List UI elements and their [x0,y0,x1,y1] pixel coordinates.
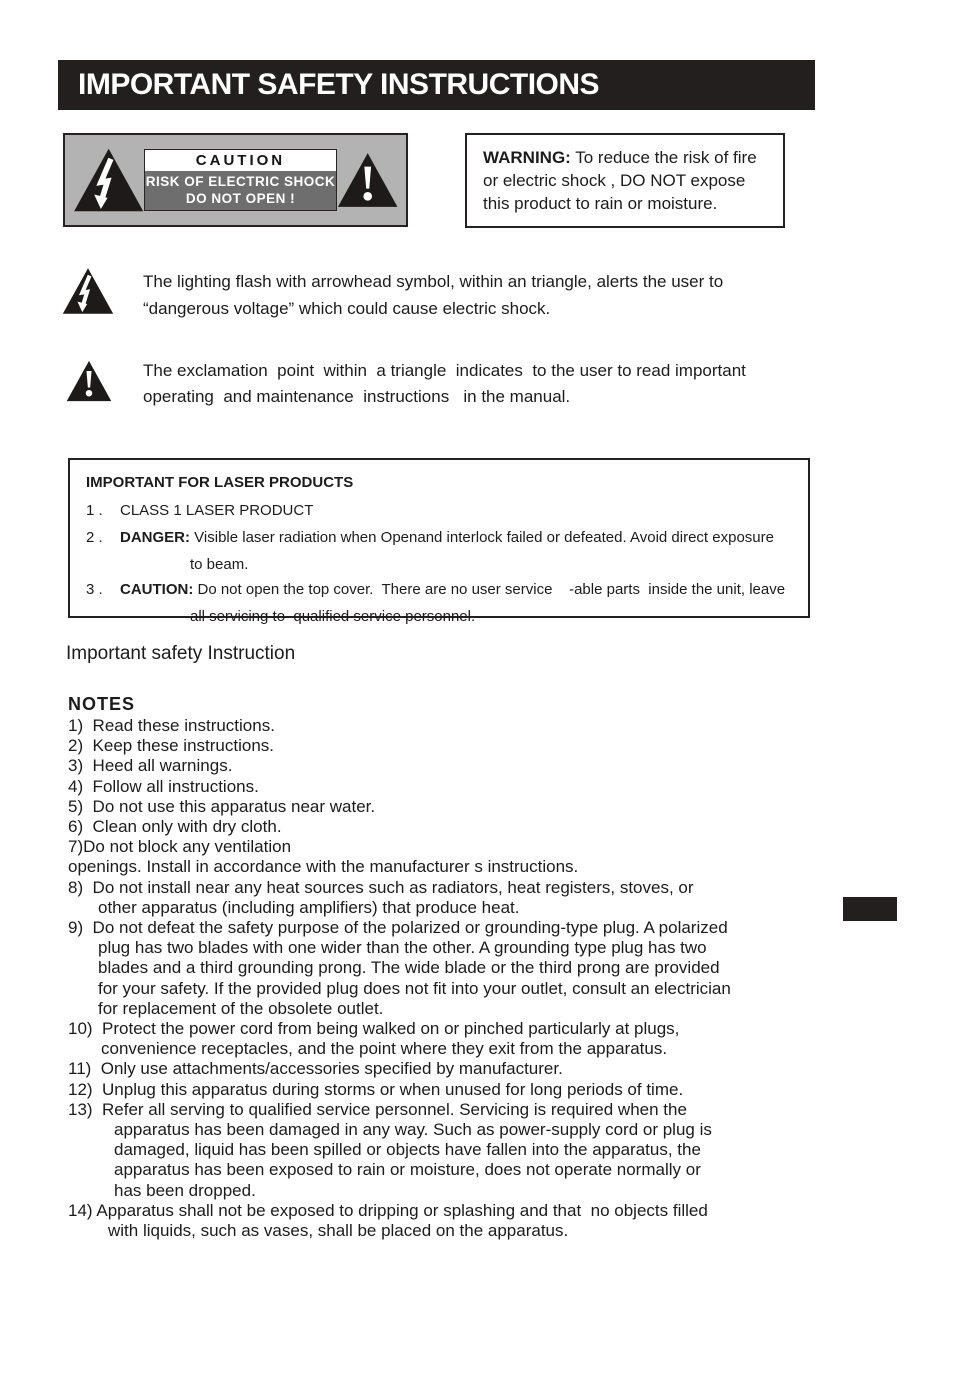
note-line: 1) Read these instructions. [68,716,275,735]
shock-warning-line: RISK OF ELECTRIC SHOCK [145,174,336,189]
note-line: openings. Install in accordance with the manufacturer s instructions. [68,857,579,877]
note-line: for your safety. If the provided plug does not fit into your outlet, consult an electrician [98,978,731,998]
notes-list [68,716,868,1241]
caution-label-stack [144,149,336,211]
note-line: 7)Do not block any ventilation [68,837,292,857]
laser-box-title: IMPORTANT FOR LASER PRODUCTS [86,474,354,491]
note-line: 5) Do not use this apparatus near water. [68,796,376,816]
note-line: damaged, liquid has been spilled or objects have fallen into the apparatus, the [114,1140,701,1160]
warning-line: or electric shock , DO NOT expose [483,171,746,190]
page-title-bar [58,60,815,110]
note-line: 6) Clean only with dry cloth. [68,817,282,837]
note-line: 11) Only use attachments/accessories specified by manufacturer. [68,1059,563,1079]
warning-text: To reduce the risk of fire [570,148,757,167]
caution-panel [63,133,408,227]
page-edge-marker [843,897,897,921]
exclamation-triangle-icon [337,146,398,214]
note-line: 3) Heed all warnings. [68,756,233,776]
note-line: with liquids, such as vases, shall be placed on the apparatus. [108,1221,569,1241]
laser-item-1 [86,500,794,521]
note-line: apparatus has been exposed to rain or moisture, does not operate normally or [114,1160,701,1180]
section-heading: Important safety Instruction [66,643,296,664]
laser-item-marker: 3 . [86,581,103,598]
note-line: 9) Do not defeat the safety purpose of the polarized or grounding-type plug. A polarized [68,918,728,938]
note-line: 10) Protect the power cord from being walked on or pinched particularly at plugs, [68,1019,680,1039]
warning-line [483,146,783,169]
laser-item-2-continuation: to beam. [190,556,249,573]
laser-item-keyword: CAUTION: [120,581,194,598]
laser-item-text: Visible laser radiation when Openand interlock failed or defeated. Avoid direct exposure [190,529,774,546]
laser-item-marker: 2 . [86,529,103,546]
note-line: convenience receptacles, and the point where they exit from the apparatus. [101,1039,668,1059]
lightning-note-line: “dangerous voltage” which could cause electric shock. [143,299,551,318]
warning-line: this product to rain or moisture. [483,194,718,213]
lightning-triangle-icon [73,147,144,213]
laser-item-text: CLASS 1 LASER PRODUCT [120,502,314,519]
laser-item-3-continuation: all servicing to qualified service personnel. [190,608,476,625]
warning-box [465,133,785,228]
note-line: 8) Do not install near any heat sources such as radiators, heat registers, stoves, or [68,877,694,897]
laser-item-2 [86,527,794,548]
exclamation-note [143,358,843,410]
shock-warning-line: DO NOT OPEN ! [185,191,296,206]
note-line: 2) Keep these instructions. [68,736,275,756]
exclamation-note-line: operating and maintenance instructions in the manual. [143,387,571,406]
laser-item-marker: 1 . [86,502,103,519]
warning-prefix: WARNING: [483,148,571,167]
note-line: blades and a third grounding prong. The wide blade or the third prong are provided [98,958,720,978]
note-line: other apparatus (including amplifiers) that produce heat. [98,897,520,917]
note-line: apparatus has been damaged in any way. Such as power-supply cord or plug is [114,1120,712,1140]
note-line: plug has two blades with one wider than the other. A grounding type plug has two [98,938,707,958]
note-line: has been dropped. [114,1180,256,1200]
exclamation-note-line: The exclamation point within a triangle indicates to the user to read important [143,361,746,380]
notes-heading: NOTES [68,694,136,714]
laser-item-3 [86,579,794,600]
note-line: 14) Apparatus shall not be exposed to dripping or splashing and that no objects filled [68,1200,708,1220]
note-line: 12) Unplug this apparatus during storms or when unused for long periods of time. [68,1079,684,1099]
shock-warning [145,171,335,210]
note-line: for replacement of the obsolete outlet. [98,998,384,1018]
laser-products-box [68,458,810,625]
note-line: 13) Refer all serving to qualified service personnel. Servicing is required when the [68,1099,687,1119]
exclamation-triangle-icon [66,352,112,410]
lightning-note [143,268,843,322]
lightning-note-line: The lighting flash with arrowhead symbol, within an triangle, alerts the user to [143,272,724,291]
caution-label: CAUTION [145,150,335,171]
laser-item-text: Do not open the top cover. There are no user service -able parts inside the unit, leave [193,581,786,598]
lightning-triangle-icon [62,262,114,320]
note-line: 4) Follow all instructions. [68,776,259,796]
page-title: IMPORTANT SAFETY INSTRUCTIONS [78,68,600,101]
laser-item-keyword: DANGER: [120,529,190,546]
